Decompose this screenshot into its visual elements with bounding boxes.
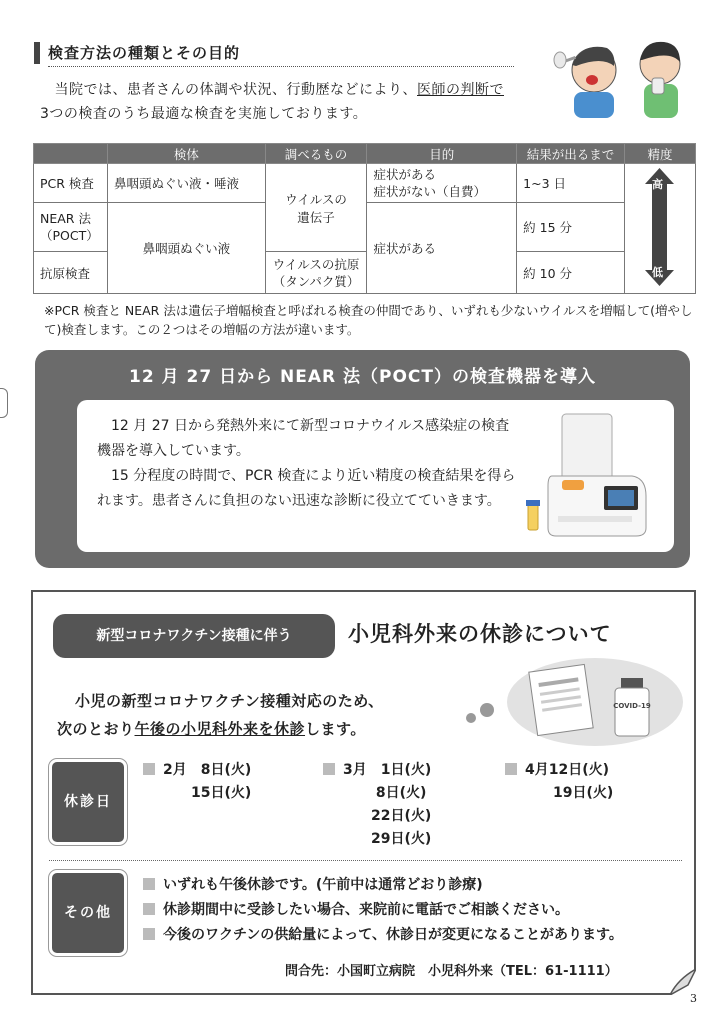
panel-text bbox=[97, 414, 517, 514]
section-heading bbox=[34, 40, 514, 68]
other-label: その他 bbox=[49, 870, 127, 956]
target-cell: ウイルスの抗原 （タンパク質） bbox=[265, 252, 367, 294]
dates-february bbox=[143, 759, 251, 805]
date-text: 22日(火) bbox=[343, 808, 432, 824]
other-notes bbox=[143, 873, 623, 948]
date-text: 3月 1日(火) bbox=[343, 762, 432, 778]
dates-april bbox=[505, 759, 613, 805]
vaccine-pill-label: 新型コロナワクチン接種に伴う bbox=[53, 614, 335, 658]
test-name: PCR 検査 bbox=[34, 164, 108, 203]
dates-march bbox=[323, 759, 431, 851]
intro-text: します。 bbox=[305, 720, 366, 738]
bullet-square-icon bbox=[143, 928, 155, 940]
date-item bbox=[143, 759, 251, 782]
note-text: 休診期間中に受診したい場合、来院前に電話でご相談ください。 bbox=[163, 902, 569, 918]
note-text: いずれも午後休診です。(午前中は通常どおり診療) bbox=[163, 877, 483, 893]
test-name: 抗原検査 bbox=[34, 252, 108, 294]
section-title: 検査方法の種類とその目的 bbox=[48, 44, 241, 62]
testing-device-image bbox=[522, 406, 667, 546]
specimen-cell: 鼻咽頭ぬぐい液 bbox=[107, 203, 265, 294]
list-item bbox=[143, 923, 623, 948]
date-item bbox=[505, 782, 613, 805]
date-item bbox=[505, 759, 613, 782]
intro-line1: 当院では、患者さんの体調や状況、行動歴などにより、 bbox=[54, 82, 417, 98]
time-cell: 1~3 日 bbox=[517, 164, 625, 203]
intro-underlined: 午後の小児科外来を休診 bbox=[134, 720, 306, 738]
list-item bbox=[143, 898, 623, 923]
swab-test-illustration bbox=[552, 30, 692, 120]
section-divider bbox=[49, 860, 682, 861]
intro-line: 小児の新型コロナワクチン接種対応のため、 bbox=[75, 692, 384, 710]
header-cell: 調べるもの bbox=[265, 144, 367, 164]
note-text: 今後のワクチンの供給量によって、休診日が変更になることがあります。 bbox=[163, 927, 623, 943]
date-item bbox=[323, 782, 431, 805]
intro-line bbox=[57, 715, 384, 743]
test-name: NEAR 法 （POCT） bbox=[34, 203, 108, 252]
heading-bar bbox=[34, 42, 40, 64]
contact-info: 問合先：小国町立病院 小児科外来（TEL：61-1111） bbox=[285, 964, 618, 979]
list-item bbox=[143, 873, 623, 898]
bullet-square-icon bbox=[143, 903, 155, 915]
date-item bbox=[323, 805, 431, 828]
header-cell: 検体 bbox=[107, 144, 265, 164]
test-comparison-table bbox=[33, 143, 696, 294]
closure-intro bbox=[57, 687, 384, 743]
date-text: 2月 8日(火) bbox=[163, 762, 252, 778]
panel-content bbox=[77, 400, 674, 552]
time-cell: 約 15 分 bbox=[517, 203, 625, 252]
date-item bbox=[143, 782, 251, 805]
closure-days-label: 休診日 bbox=[49, 759, 127, 845]
date-text: 19日(火) bbox=[525, 785, 614, 801]
vaccine-bubble-illustration bbox=[453, 656, 683, 754]
date-text: 29日(火) bbox=[343, 831, 432, 847]
header-cell bbox=[34, 144, 108, 164]
accuracy-high: 高 bbox=[651, 178, 663, 191]
bullet-square-icon bbox=[143, 878, 155, 890]
panel-title: 12 月 27 日から NEAR 法（POCT）の検査機器を導入 bbox=[129, 367, 596, 387]
pediatric-closure-box bbox=[31, 590, 696, 995]
time-cell: 約 10 分 bbox=[517, 252, 625, 294]
intro-text: 次のとおり bbox=[57, 720, 135, 738]
accuracy-cell bbox=[624, 164, 695, 294]
header-cell: 目的 bbox=[367, 144, 517, 164]
panel-paragraph: 15 分程度の時間で、PCR 検査により近い精度の検査結果を得られます。患者さんに負担のない迅速な診断に役立てていきます。 bbox=[97, 468, 516, 509]
specimen-cell: 鼻咽頭ぬぐい液・唾液 bbox=[107, 164, 265, 203]
bullet-square-icon bbox=[143, 763, 155, 775]
page-number: 3 bbox=[690, 992, 697, 1005]
date-item bbox=[323, 759, 431, 782]
table-row bbox=[34, 164, 696, 203]
header-cell: 結果が出るまで bbox=[517, 144, 625, 164]
intro-line2: 3つの検査のうち最適な検査を実施しております。 bbox=[40, 106, 368, 122]
purpose-cell: 症状がある bbox=[367, 203, 517, 294]
side-tab-marker bbox=[0, 388, 8, 418]
bullet-square-icon bbox=[505, 763, 517, 775]
table-footnote: ※PCR 検査と NEAR 法は遺伝子増幅検査と呼ばれる検査の仲間であり、いずれも少ないウイルスを増幅して(増やして)検査します。この２つはその増幅の方法が違います。 bbox=[44, 303, 693, 337]
date-text: 8日(火) bbox=[343, 785, 427, 801]
intro-paragraph bbox=[40, 78, 560, 126]
bullet-square-icon bbox=[323, 763, 335, 775]
target-cell: ウイルスの 遺伝子 bbox=[265, 164, 367, 252]
heading-underline bbox=[48, 66, 514, 67]
table-header-row bbox=[34, 144, 696, 164]
near-method-panel bbox=[35, 350, 690, 568]
panel-paragraph: 12 月 27 日から発熱外来にて新型コロナウイルス感染症の検査機器を導入しています。 bbox=[97, 418, 510, 459]
date-text: 4月12日(火) bbox=[525, 762, 610, 778]
vial-label: COVID-19 bbox=[613, 702, 651, 710]
date-text: 15日(火) bbox=[163, 785, 252, 801]
purpose-cell: 症状がある 症状がない（自費） bbox=[367, 164, 517, 203]
date-item bbox=[323, 828, 431, 851]
intro-underlined: 医師の判断で bbox=[417, 82, 504, 98]
accuracy-low: 低 bbox=[651, 266, 663, 279]
closure-title: 小児科外来の休診について bbox=[348, 622, 612, 646]
header-cell: 精度 bbox=[624, 144, 695, 164]
